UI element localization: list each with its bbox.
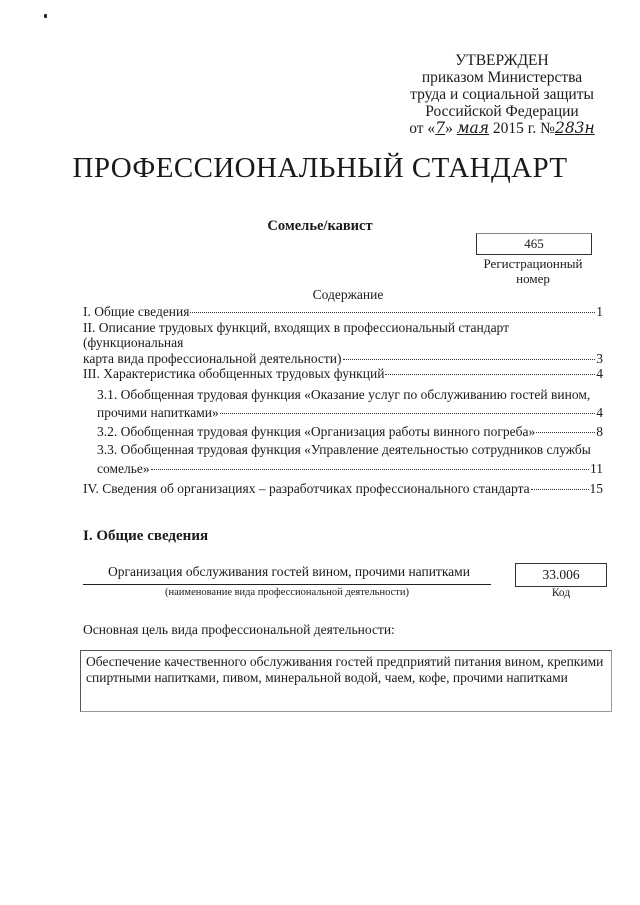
toc-page: 3 (596, 350, 603, 366)
toc-entry[interactable] (83, 366, 603, 382)
date-prefix: от « (409, 120, 436, 137)
approval-date (402, 120, 602, 137)
date-year: 2015 г. № (492, 120, 555, 137)
table-of-contents (83, 304, 603, 497)
toc-page: 4 (596, 366, 603, 381)
toc-leader (343, 359, 596, 360)
approval-line: труда и социальной защиты (410, 86, 594, 103)
toc-entry-text: карта вида профессиональной деятельности) (83, 350, 342, 366)
toc-entry[interactable] (83, 320, 603, 367)
document-title: ПРОФЕССИОНАЛЬНЫЙ СТАНДАРТ (72, 152, 568, 184)
toc-leader (190, 312, 595, 313)
toc-entry-text: II. Описание трудовых функций, входящих в профессиональный стандарт (функциональная (83, 319, 510, 350)
goal-text: Обеспечение качественного обслуживания гостей предприятий питания вином, крепкими спиртными напитками, пивом, минеральной водой, чаем, кофе, прочими напитками (86, 654, 604, 685)
toc-leader (385, 374, 595, 375)
document-subtitle: Сомелье/кавист (267, 218, 373, 234)
toc-entry-text: 3.3. Обобщенная трудовая функция «Управление деятельностью сотрудников службы (97, 442, 591, 457)
toc-leader (220, 413, 595, 414)
toc-entry-text: прочими напитками» (97, 405, 219, 420)
toc-entry[interactable] (83, 304, 603, 320)
approval-block (402, 52, 602, 137)
toc-leader (151, 469, 589, 470)
toc-entry[interactable] (83, 387, 603, 421)
approval-heading: УТВЕРЖДЕН (455, 52, 549, 69)
toc-entry-text: 3.1. Обобщенная трудовая функция «Оказание услуг по обслуживанию гостей вином, (97, 386, 591, 402)
handwritten-day: 7 (435, 119, 446, 137)
handwritten-order-number: 283н (554, 119, 595, 137)
toc-entry-text: IV. Сведения об организациях – разработчиках профессионального стандарта (83, 481, 530, 496)
toc-entry[interactable] (83, 442, 603, 476)
approval-line: приказом Министерства (421, 69, 583, 86)
approval-line: Российской Федерации (425, 103, 579, 120)
activity-code-label: Код (551, 587, 571, 599)
toc-entry-text: III. Характеристика обобщенных трудовых функций (83, 366, 385, 381)
activity-code-box: 33.006 (515, 563, 607, 587)
toc-page: 4 (596, 405, 603, 420)
toc-page: 8 (596, 423, 603, 439)
registration-number-label: Регистрационный номер (483, 256, 583, 286)
toc-entry[interactable] (83, 424, 603, 440)
toc-leader (536, 432, 595, 433)
toc-leader (531, 489, 589, 490)
toc-entry[interactable] (83, 481, 603, 497)
contents-title: Содержание (312, 287, 384, 302)
section-title: I. Общие сведения (83, 528, 209, 544)
activity-caption: (наименование вида профессиональной деятельности) (165, 587, 409, 598)
activity-name: Организация обслуживания гостей вином, прочими напитками (108, 564, 470, 579)
registration-number-box: 465 (476, 233, 592, 255)
toc-entry-text: I. Общие сведения (83, 304, 190, 319)
date-close: » (445, 120, 453, 137)
goal-label: Основная цель вида профессиональной деятельности: (83, 622, 395, 637)
toc-page: 11 (590, 460, 603, 476)
activity-underline (83, 584, 491, 585)
toc-page: 1 (596, 304, 603, 319)
handwritten-month: мая (456, 119, 490, 137)
toc-entry-text: 3.2. Обобщенная трудовая функция «Организация работы винного погреба» (97, 423, 536, 439)
toc-entry-text: сомелье» (97, 460, 150, 476)
scan-speck (44, 14, 47, 18)
toc-page: 15 (589, 481, 603, 496)
